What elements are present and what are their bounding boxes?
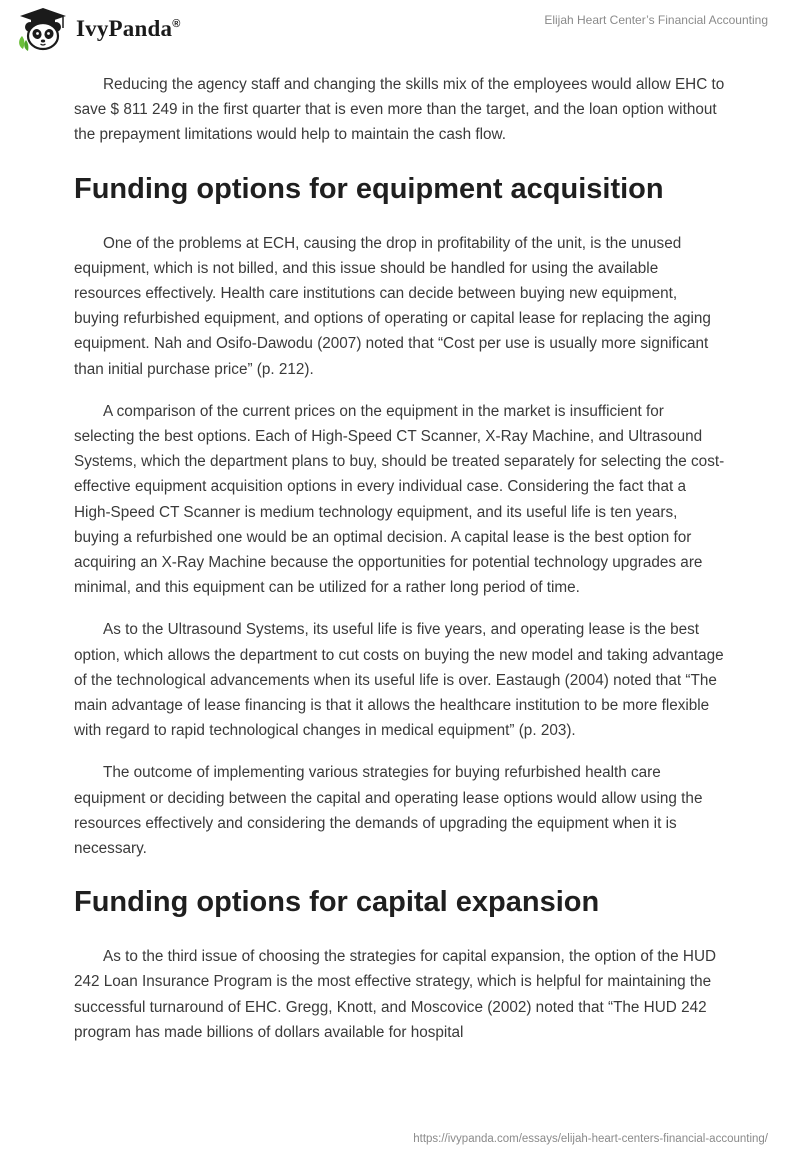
paragraph: One of the problems at ECH, causing the drop in profitability of the unit, is the unused equipment, which is not billed, and this issue should be handled for using the available resources effectively. Health care institutions can decide between buying new equipment, buying refurbished equipment, and options of operating or capital lease for replacing the aging equipment. Nah and Osifo-Dawodu (2007) noted that “Cost per use is usually more significant than initial purchase price” (p. 212). [74,234,711,378]
page-header [0,0,800,60]
document-title: Elijah Heart Center’s Financial Accounting [544,13,768,27]
registered-mark: ® [172,18,181,30]
brand-name: IvyPanda® [76,16,181,41]
section-heading-capital: Funding options for capital expansion [74,886,600,919]
paragraph: As to the Ultrasound Systems, its useful life is five years, and operating lease is the best option, which allows the department to cut costs on buying the new model and taking advantage of the technological advancements when its useful life is over. Eastaugh (2004) noted that “The main advantage of lease financing is that it allows the healthcare institution to be more flexible with regard to rapid technological changes in medical equipment” (p. 203). [74,621,724,740]
paragraph: As to the third issue of choosing the strategies for capital expansion, the option of the HUD 242 Loan Insurance Program is the most effective strategy, which is helpful for maintaining the successful turnaround of EHC. Gregg, Knott, and Moscovice (2002) noted that “The HUD 242 program has made billions of dollars available for hospital [74,948,717,1041]
panda-graduate-icon [16,6,70,52]
paragraph: The outcome of implementing various strategies for buying refurbished health care equipment or deciding between the capital and operating lease options would allow using the resources effectively and considering the demands of upgrading the equipment when it is necessary. [74,764,703,858]
essay-body [74,72,726,1062]
source-url[interactable]: https://ivypanda.com/essays/elijah-heart-centers-financial-accounting/ [413,1133,768,1145]
paragraph: Reducing the agency staff and changing the skills mix of the employees would allow EHC to save $ 811 249 in the first quarter that is even more than the target, and the loan option without the prepayment limitations would help to maintain the cash flow. [74,76,725,144]
section-heading-equipment: Funding options for equipment acquisition [74,172,664,205]
ivypanda-logo[interactable] [16,6,181,52]
paragraph: A comparison of the current prices on the equipment in the market is insufficient for selecting the best options. Each of High-Speed CT Scanner, X-Ray Machine, and Ultrasound Systems, which the department plans to buy, should be treated separately for selecting the cost-effective equipment acquisition options in every individual case. Considering the fact that a High-Speed CT Scanner is medium technology equipment, and its useful life is ten years, buying a refurbished one would be an optimal decision. A capital lease is the best option for acquiring an X-Ray Machine because the opportunities for potential technology upgrades are minimal, and this equipment can be utilized for a rather long period of time. [74,402,725,597]
